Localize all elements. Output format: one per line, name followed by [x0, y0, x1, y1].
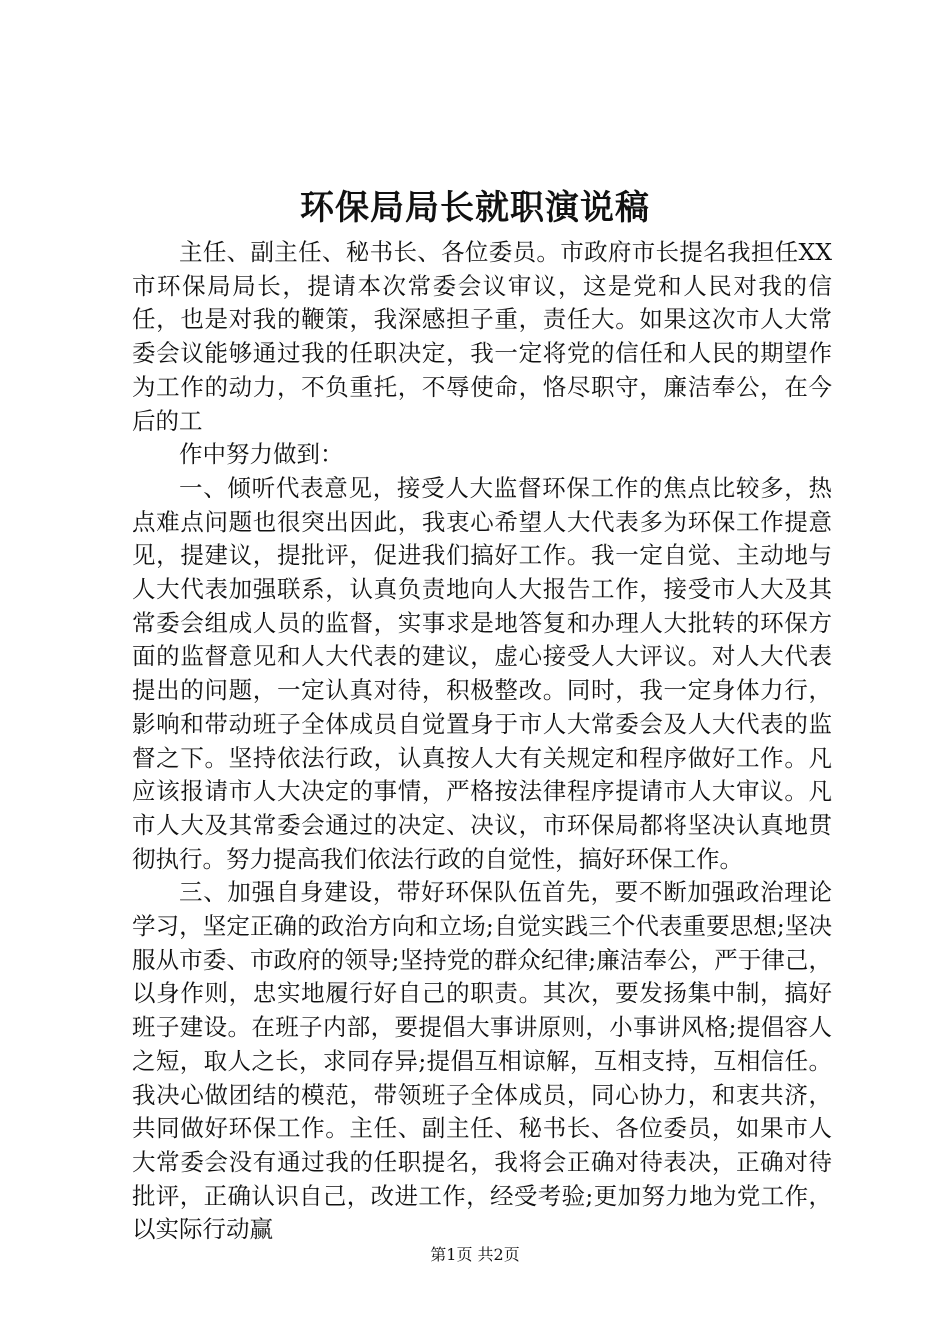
- document-body: [132, 236, 832, 1247]
- document-title: 环保局局长就职演说稿: [300, 188, 650, 228]
- paragraph-lead-in: 作中努力做到：: [179, 440, 344, 469]
- paragraph-intro: 主任、副主任、秘书长、各位委员。市政府市长提名我担任XX市环保局局长，提请本次常委会议审议，这是党和人民对我的信任，也是对我的鞭策，我深感担子重，责任大。如果这次市人大常委会议能够通过我的任职决定，我一定将党的信任和人民的期望作为工作的动力，不负重托，不辱使命，恪尽职守，廉洁奉公，在今后的工: [132, 238, 832, 435]
- paragraph-section-three: 三、加强自身建设，带好环保队伍首先，要不断加强政治理论学习，坚定正确的政治方向和立场;自觉实践三个代表重要思想;坚决服从市委、市政府的领导;坚持党的群众纪律;廉洁奉公，严于律己，以身作则，忠实地履行好自己的职责。其次，要发扬集中制，搞好班子建设。在班子内部，要提倡大事讲原则，小事讲风格;提倡容人之短，取人之长，求同存异;提倡互相谅解，互相支持，互相信任。我决心做团结的模范，带领班子全体成员，同心协力，和衷共济，共同做好环保工作。主任、副主任、秘书长、各位委员，如果市人大常委会没有通过我的任职提名，我将会正确对待表决，正确对待批评，正确认识自己，改进工作，经受考验;更加努力地为党工作，以实际行动赢: [132, 878, 832, 1244]
- paragraph-section-one: 一、倾听代表意见，接受人大监督环保工作的焦点比较多，热点难点问题也很突出因此，我衷心希望人大代表多为环保工作提意见，提建议，提批评，促进我们搞好工作。我一定自觉、主动地与人大代表加强联系，认真负责地向人大报告工作，接受市人大及其常委会组成人员的监督，实事求是地答复和办理人大批转的环保方面的监督意见和人大代表的建议，虚心接受人大评议。对人大代表提出的问题，一定认真对待，积极整改。同时，我一定身体力行，影响和带动班子全体成员自觉置身于市人大常委会及人大代表的监督之下。坚持依法行政，认真按人大有关规定和程序做好工作。凡应该报请市人大决定的事情，严格按法律程序提请市人大审议。凡市人大及其常委会通过的决定、决议，市环保局都将坚决认真地贯彻执行。努力提高我们依法行政的自觉性，搞好环保工作。: [132, 473, 832, 873]
- page-number-footer: 第1页 共2页: [430, 1245, 520, 1264]
